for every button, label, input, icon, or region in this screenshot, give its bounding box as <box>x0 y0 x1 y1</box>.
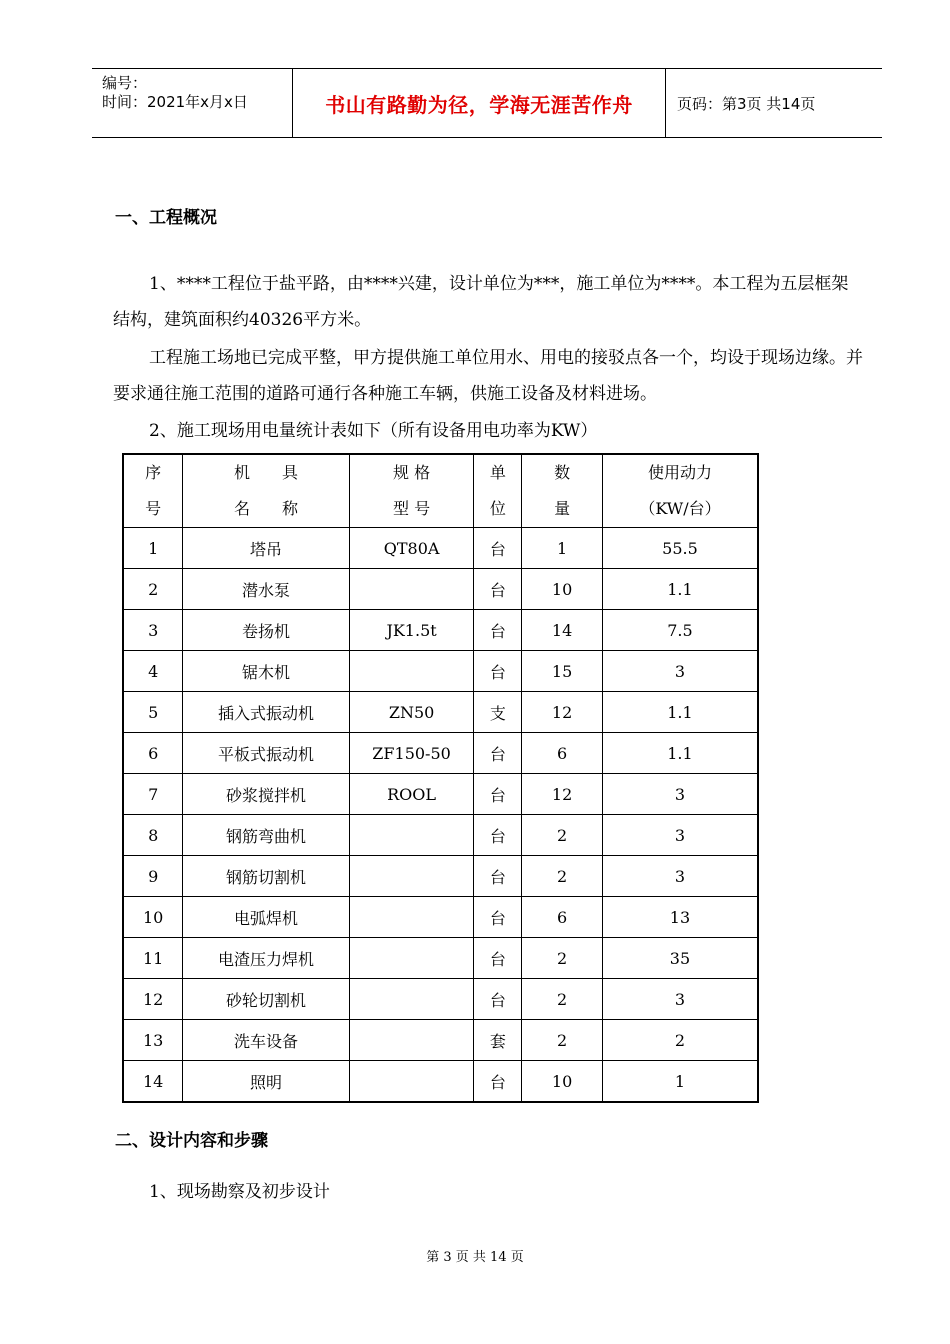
header-unit: 单 位 <box>474 454 522 528</box>
cell-name: 钢筋弯曲机 <box>183 815 349 856</box>
cell-qty: 6 <box>522 897 603 938</box>
table-row <box>123 733 758 774</box>
cell-model <box>349 856 474 897</box>
cell-power: 3 <box>602 856 758 897</box>
cell-seq: 2 <box>123 569 183 610</box>
cell-power: 1.1 <box>602 733 758 774</box>
cell-power: 3 <box>602 651 758 692</box>
cell-unit: 台 <box>474 569 522 610</box>
cell-model <box>349 979 474 1020</box>
table-row <box>123 1020 758 1061</box>
cell-qty: 2 <box>522 815 603 856</box>
cell-name: 砂轮切割机 <box>183 979 349 1020</box>
cell-power: 55.5 <box>602 528 758 569</box>
cell-qty: 2 <box>522 979 603 1020</box>
table-row <box>123 1061 758 1103</box>
cell-power: 2 <box>602 1020 758 1061</box>
cell-unit: 台 <box>474 774 522 815</box>
paragraph-1: 1、****工程位于盐平路，由****兴建，设计单位为***，施工单位为****。本工程为五层框架结构，建筑面积约40326平方米。 <box>113 274 849 330</box>
cell-model <box>349 897 474 938</box>
number-label: 编号： <box>102 74 148 92</box>
cell-model <box>349 1061 474 1103</box>
header-page-info: 页码：第3页 共14页 <box>677 94 816 113</box>
cell-name: 电弧焊机 <box>183 897 349 938</box>
cell-unit: 台 <box>474 856 522 897</box>
table-row <box>123 856 758 897</box>
table-row <box>123 774 758 815</box>
table-row <box>123 815 758 856</box>
table-row <box>123 528 758 569</box>
cell-unit: 台 <box>474 979 522 1020</box>
cell-seq: 13 <box>123 1020 183 1061</box>
header-motto: 书山有路勤为径，学海无涯苦作舟 <box>293 69 666 137</box>
cell-qty: 15 <box>522 651 603 692</box>
cell-qty: 12 <box>522 692 603 733</box>
table-row <box>123 651 758 692</box>
header-name: 机 具 名 称 <box>183 454 349 528</box>
cell-unit: 台 <box>474 938 522 979</box>
cell-name: 插入式振动机 <box>183 692 349 733</box>
cell-seq: 4 <box>123 651 183 692</box>
cell-qty: 10 <box>522 1061 603 1103</box>
cell-seq: 7 <box>123 774 183 815</box>
paragraph-2: 工程施工场地已完成平整，甲方提供施工单位用水、用电的接驳点各一个，均设于现场边缘。并要求通往施工范围的道路可通行各种施工车辆，供施工设备及材料进场。 <box>113 348 863 404</box>
table-row <box>123 569 758 610</box>
cell-power: 3 <box>602 815 758 856</box>
section-2-title: 二、设计内容和步骤 <box>115 1131 268 1151</box>
cell-seq: 12 <box>123 979 183 1020</box>
cell-name: 洗车设备 <box>183 1020 349 1061</box>
section-1-title: 一、工程概况 <box>115 208 217 228</box>
cell-seq: 9 <box>123 856 183 897</box>
cell-model: QT80A <box>349 528 474 569</box>
cell-qty: 6 <box>522 733 603 774</box>
table-row <box>123 610 758 651</box>
cell-name: 钢筋切割机 <box>183 856 349 897</box>
cell-model <box>349 1020 474 1061</box>
table-row <box>123 938 758 979</box>
cell-power: 3 <box>602 979 758 1020</box>
cell-unit: 台 <box>474 651 522 692</box>
paragraph-3: 1、现场勘察及初步设计 <box>149 1182 330 1202</box>
cell-power: 35 <box>602 938 758 979</box>
cell-model <box>349 938 474 979</box>
cell-model: ROOL <box>349 774 474 815</box>
cell-seq: 1 <box>123 528 183 569</box>
cell-name: 照明 <box>183 1061 349 1103</box>
cell-power: 1.1 <box>602 692 758 733</box>
power-usage-table <box>122 453 759 1103</box>
cell-unit: 台 <box>474 733 522 774</box>
page-footer: 第 3 页 共 14 页 <box>426 1250 524 1265</box>
cell-power: 1.1 <box>602 569 758 610</box>
cell-name: 锯木机 <box>183 651 349 692</box>
cell-seq: 10 <box>123 897 183 938</box>
table-row <box>123 692 758 733</box>
cell-model <box>349 815 474 856</box>
cell-qty: 1 <box>522 528 603 569</box>
cell-model: ZF150-50 <box>349 733 474 774</box>
cell-power: 7.5 <box>602 610 758 651</box>
cell-name: 卷扬机 <box>183 610 349 651</box>
header-qty: 数 量 <box>522 454 603 528</box>
cell-qty: 2 <box>522 938 603 979</box>
cell-unit: 套 <box>474 1020 522 1061</box>
cell-qty: 2 <box>522 1020 603 1061</box>
cell-model: ZN50 <box>349 692 474 733</box>
table-caption: 2、施工现场用电量统计表如下（所有设备用电功率为KW） <box>149 421 598 441</box>
cell-seq: 6 <box>123 733 183 774</box>
page-header <box>92 68 882 138</box>
header-model: 规 格 型 号 <box>349 454 474 528</box>
cell-qty: 14 <box>522 610 603 651</box>
table-header-row <box>123 454 758 528</box>
time-label: 时间：2021年x月x日 <box>102 93 248 111</box>
cell-model: JK1.5t <box>349 610 474 651</box>
cell-seq: 8 <box>123 815 183 856</box>
cell-seq: 14 <box>123 1061 183 1103</box>
header-meta <box>92 69 293 137</box>
cell-seq: 3 <box>123 610 183 651</box>
cell-power: 13 <box>602 897 758 938</box>
cell-qty: 2 <box>522 856 603 897</box>
cell-name: 电渣压力焊机 <box>183 938 349 979</box>
cell-seq: 11 <box>123 938 183 979</box>
cell-power: 1 <box>602 1061 758 1103</box>
cell-name: 塔吊 <box>183 528 349 569</box>
cell-unit: 支 <box>474 692 522 733</box>
cell-unit: 台 <box>474 815 522 856</box>
cell-name: 平板式振动机 <box>183 733 349 774</box>
cell-power: 3 <box>602 774 758 815</box>
cell-qty: 10 <box>522 569 603 610</box>
header-seq: 序 号 <box>123 454 183 528</box>
cell-name: 砂浆搅拌机 <box>183 774 349 815</box>
cell-model <box>349 569 474 610</box>
cell-name: 潜水泵 <box>183 569 349 610</box>
cell-unit: 台 <box>474 897 522 938</box>
table-row <box>123 979 758 1020</box>
cell-unit: 台 <box>474 1061 522 1103</box>
header-power: 使用动力 （KW/台） <box>602 454 758 528</box>
cell-unit: 台 <box>474 528 522 569</box>
cell-unit: 台 <box>474 610 522 651</box>
cell-model <box>349 651 474 692</box>
cell-seq: 5 <box>123 692 183 733</box>
cell-qty: 12 <box>522 774 603 815</box>
table-row <box>123 897 758 938</box>
